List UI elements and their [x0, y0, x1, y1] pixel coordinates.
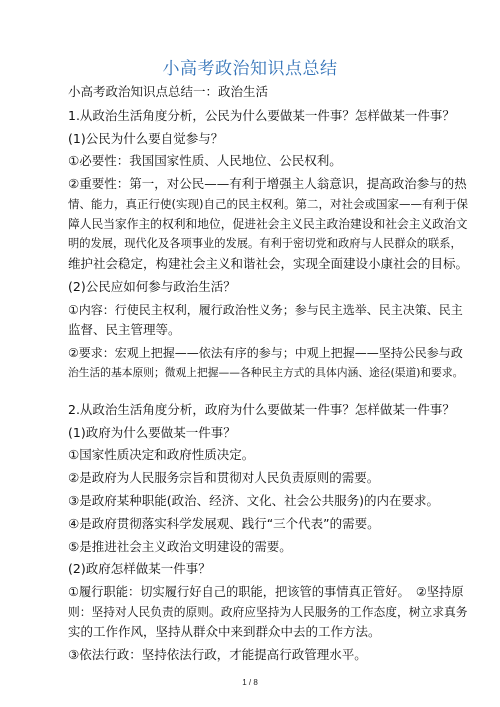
text-line: 治生活的基本原则；微观上把握——各种民主方式的具体内涵、途径(渠道)和要求。 [68, 366, 464, 379]
text-line: ②要求：宏观上把握——依法有序的参与；中观上把握——坚持公民参与政 [68, 346, 463, 360]
page-title: 小高考政治知识点总结 [162, 59, 338, 79]
text-line: 2.从政治生活角度分析，政府为什么要做某一件事？怎样做某一件事？ [68, 402, 455, 417]
text-line: (2)政府怎样做某一件事？ [68, 561, 211, 576]
text-line: 1.从政治生活角度分析，公民为什么要做某一件事？怎样做某一件事？ [68, 108, 455, 123]
text-line: ①国家性质决定和政府性质决定。 [68, 447, 255, 462]
text-line: 监督、民主管理等。 [68, 322, 181, 337]
text-line: ③依法行政：坚持依法行政，才能提高行政管理水平。 [68, 647, 367, 662]
page-number: 1 / 8 [242, 678, 258, 687]
text-line: ①必要性：我国国家性质、人民地位、公民权利。 [68, 153, 342, 168]
text-line: 明的发展，现代化及各项事业的发展。有利于密切党和政府与人民群众的联系， [68, 237, 462, 250]
text-line: ②是政府为人民服务宗旨和贯彻对人民负责原则的需要。 [68, 470, 380, 485]
text-line: ⑤是推进社会主义政治文明建设的需要。 [68, 539, 292, 554]
text-line: 维护社会稳定，构建社会主义和谐社会，实现全面建设小康社会的目标。 [68, 256, 468, 271]
text-line: (2)公民应如何参与政治生活？ [68, 279, 236, 294]
text-line: 情、能力，真正行使(实现)自己的民主权利。第二，对社会或国家——有利于保 [68, 197, 468, 211]
text-line: ④是政府贯彻落实科学发展观、践行“三个代表”的需要。 [68, 516, 380, 531]
text-line: ②重要性：第一，对公民——有利于增强主人翁意识，提高政治参与的热 [68, 176, 467, 191]
text-line: ①履行职能：切实履行好自己的职能，把该管的事情真正管好。 ②坚持原 [68, 585, 464, 599]
text-line: 小高考政治知识点总结一：政治生活 [68, 84, 269, 99]
text-line: 实的工作作风，坚持从群众中来到群众中去的工作方法。 [68, 624, 381, 639]
text-line: (1)公民为什么要自觉参与？ [68, 131, 224, 146]
text-line: (1)政府为什么要做某一件事？ [68, 425, 236, 440]
text-line: ①内容：行使民主权利，履行政治性义务；参与民主选举、民主决策、民主 [68, 303, 463, 317]
text-line: 障人民当家作主的权利和地位，促进社会主义民主政治建设和社会主义政治文 [68, 217, 468, 231]
text-line: 则：坚持对人民负责的原则。政府应坚持为人民服务的工作态度，树立求真务 [68, 605, 468, 619]
text-line: ③是政府某种职能(政治、经济、文化、社会公共服务)的内在要求。 [68, 493, 439, 508]
